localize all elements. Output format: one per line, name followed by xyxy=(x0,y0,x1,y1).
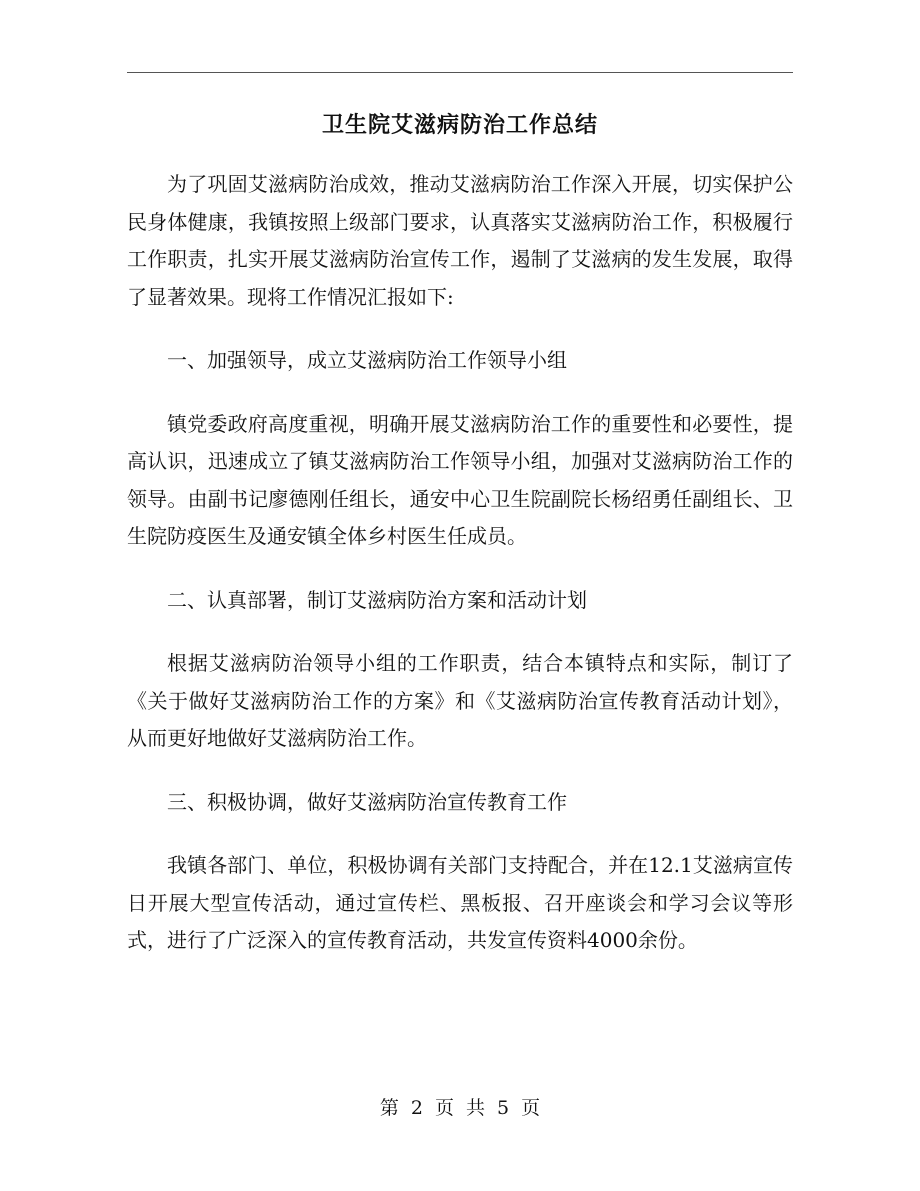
document-body xyxy=(127,166,793,960)
section-paragraph-3: 我镇各部门、单位，积极协调有关部门支持配合，并在12.1艾滋病宣传日开展大型宣传活动，通过宣传栏、黑板报、召开座谈会和学习会议等形式，进行了广泛深入的宣传教育活动，共发宣传资料4000余份。 xyxy=(127,853,793,952)
page-number-footer: 第 2 页 共 5 页 xyxy=(379,1097,541,1119)
section-heading-1: 一、加强领导，成立艾滋病防治工作领导小组 xyxy=(167,348,567,372)
section-paragraph-1: 镇党委政府高度重视，明确开展艾滋病防治工作的重要性和必要性，提高认识，迅速成立了镇艾滋病防治工作领导小组，加强对艾滋病防治工作的领导。由副书记廖德刚任组长，通安中心卫生院副院长杨绍勇任副组长、卫生院防疫医生及通安镇全体乡村医生任成员。 xyxy=(127,411,793,548)
section-heading-2: 二、认真部署，制订艾滋病防治方案和活动计划 xyxy=(167,587,587,612)
section-heading-3: 三、积极协调，做好艾滋病防治宣传教育工作 xyxy=(167,789,567,814)
intro-paragraph: 为了巩固艾滋病防治成效，推动艾滋病防治工作深入开展，切实保护公民身体健康，我镇按照上级部门要求，认真落实艾滋病防治工作，积极履行工作职责，扎实开展艾滋病防治宣传工作，遏制了艾滋病的发生发展，取得了显著效果。现将工作情况汇报如下: xyxy=(127,172,793,309)
document-title: 卫生院艾滋病防治工作总结 xyxy=(321,113,598,138)
section-paragraph-2: 根据艾滋病防治领导小组的工作职责，结合本镇特点和实际，制订了《关于做好艾滋病防治工作的方案》和《艾滋病防治宣传教育活动计划》，从而更好地做好艾滋病防治工作。 xyxy=(127,651,793,750)
header-rule xyxy=(127,72,793,73)
